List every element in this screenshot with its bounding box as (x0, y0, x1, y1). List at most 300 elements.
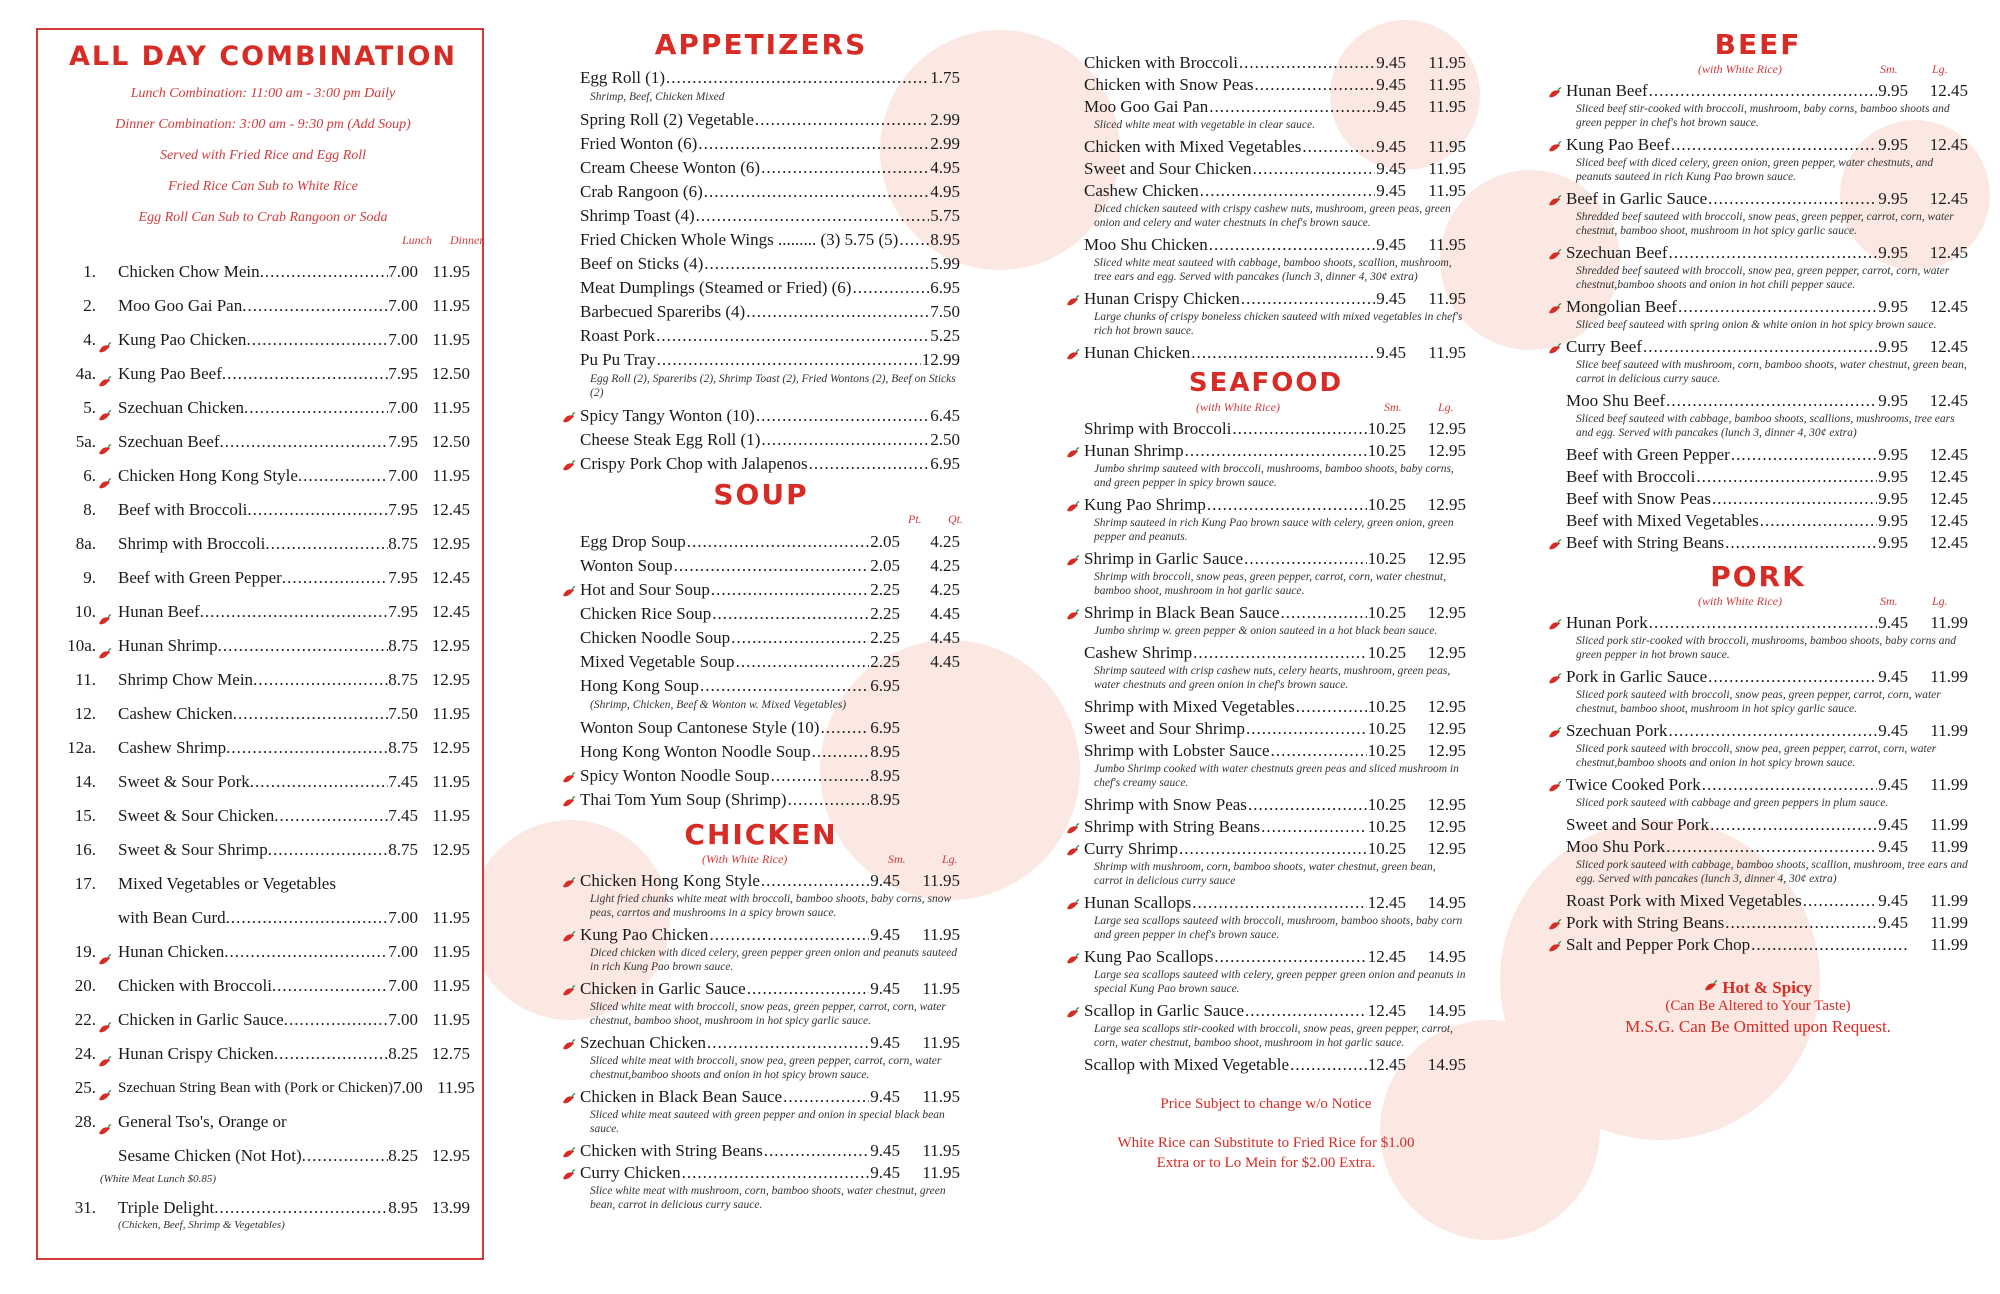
item-name: Chicken in Black Bean Sauce (580, 1087, 783, 1106)
item-price-large: 12.95 (1427, 441, 1466, 460)
combo-item (56, 1139, 470, 1173)
menu-item (1548, 134, 1968, 184)
combo-name: Sweet & Sour Shrimp (118, 840, 268, 859)
item-price-large: 12.95 (1427, 643, 1466, 662)
combo-dinner-price: 11.95 (437, 1078, 475, 1097)
combo-number: 12a. (67, 738, 96, 757)
menu-item (1066, 892, 1466, 942)
menu-item (1066, 794, 1466, 816)
item-price-large: 12.45 (1929, 81, 1968, 100)
item-description: Sliced beef sauteed with cabbage, bamboo shoots, scallions, mushrooms, tree ears and egg. Served with pancakes (lunch 3, dinner 4, 30¢ extra) (1576, 413, 1955, 439)
item-description: (Shrimp, Chicken, Beef & Wonton w. Mixed Vegetables) (590, 699, 847, 711)
item-price-large: 11.95 (922, 925, 960, 944)
combo-name: General Tso's, Orange or (118, 1112, 287, 1131)
quart-header: Qt. (948, 512, 963, 526)
menu-column-2 (562, 28, 963, 1216)
combo-number: 10a. (67, 636, 96, 655)
pepper-icon (1548, 670, 1562, 684)
item-price-large: 11.99 (1930, 913, 1968, 932)
item-name: Szechuan Beef (1566, 243, 1668, 262)
combo-number: 16. (74, 840, 96, 859)
item-price-large: 12.45 (1929, 511, 1968, 530)
combo-item (56, 1003, 470, 1037)
combo-name: Kung Pao Beef (118, 364, 222, 383)
combo-lunch-price: 7.00 (388, 262, 418, 281)
combo-item (56, 595, 470, 629)
item-name: Chicken with Snow Peas (1084, 75, 1254, 94)
pepper-icon (562, 982, 576, 996)
item-price-small: 10.25 (1367, 719, 1406, 738)
combo-lunch-price: 7.45 (388, 772, 418, 791)
menu-item (562, 66, 960, 104)
menu-item (562, 228, 960, 252)
item-name: Meat Dumplings (Steamed or Fried) (6) (580, 278, 852, 297)
item-price-small: 10.25 (1367, 697, 1406, 716)
item-price-large: 12.95 (1427, 549, 1466, 568)
combo-lunch-price: 7.00 (392, 1078, 423, 1097)
item-description: Sliced white meat sauteed with green pepper and onion in special black bean sauce. (590, 1109, 945, 1135)
item-name: Wonton Soup (580, 556, 673, 575)
item-price-small: 12.45 (1367, 1055, 1406, 1074)
item-price-small: 9.95 (1878, 391, 1908, 410)
item-description: Sliced white meat with broccoli, snow peas, green pepper, carrot, corn, water chestnut, bamboo shoot, mushroom in hot spicy garlic sauce. (590, 1001, 946, 1027)
item-description: Slice beef sauteed with mushroom, corn, bamboo shoots, water chestnut, green bean, carrot in delicious curry sauce. (1576, 359, 1967, 385)
item-price-large: 12.45 (1929, 135, 1968, 154)
item-price-small: 9.45 (870, 1163, 900, 1182)
combo-number: 22. (74, 1010, 96, 1029)
combination-note: Served with Fried Rice and Egg Roll (159, 148, 367, 163)
item-price-small: 9.45 (1878, 775, 1908, 794)
menu-item (1066, 816, 1466, 838)
menu-item (1066, 234, 1466, 284)
combo-item (56, 391, 470, 425)
item-description: Sliced pork sauteed with broccoli, snow peas, green pepper, carrot, corn, water chestnut, bamboo shoot, mushroom in hot spicy garlic sauce. (1576, 689, 1941, 715)
item-price-large: 12.45 (1929, 445, 1968, 464)
combo-item (56, 1037, 470, 1071)
item-price-large: 12.95 (1427, 697, 1466, 716)
menu-item (1066, 52, 1466, 74)
item-name: Hong Kong Wonton Noodle Soup (580, 742, 811, 761)
item-price-small: 9.45 (870, 1033, 900, 1052)
combo-name: Triple Delight (118, 1198, 215, 1217)
item-description: Shrimp with mushroom, corn, bamboo shoots, water chestnut, green bean, carrot in delicious curry sauce (1094, 861, 1436, 887)
item-price-small: 9.45 (1376, 181, 1406, 200)
soup-column-headers (562, 512, 963, 530)
combo-number: 17. (74, 874, 96, 893)
pepper-icon (98, 605, 112, 619)
menu-item (1066, 548, 1466, 598)
menu-item (1066, 74, 1466, 96)
item-name: Cashew Shrimp (1084, 643, 1193, 662)
seafood-list (1066, 418, 1466, 1076)
combo-lunch-price: 7.95 (388, 364, 418, 383)
menu-item (562, 252, 960, 276)
altered-note: (Can Be Altered to Your Taste) (1665, 998, 1851, 1014)
menu-item (562, 404, 960, 428)
menu-item (1066, 418, 1466, 440)
menu-item (562, 156, 960, 180)
item-description: Sliced white meat with broccoli, snow pea, green pepper, carrot, corn, water chestnut,bamboo shoots and onion in hot spicy brown sauce. (590, 1055, 942, 1081)
combo-name: Hunan Beef (118, 602, 200, 621)
item-price-small: 9.45 (1878, 913, 1908, 932)
item-name: Cream Cheese Wonton (6) (580, 158, 761, 177)
item-name: Shrimp with Snow Peas (1084, 795, 1247, 814)
pepper-icon (1548, 300, 1562, 314)
menu-item (1066, 96, 1466, 132)
combination-notes (56, 78, 470, 233)
combo-item (56, 1105, 470, 1139)
item-name: Kung Pao Chicken (580, 925, 709, 944)
menu-item (562, 132, 960, 156)
item-name: Hunan Beef (1566, 81, 1648, 100)
item-price-large: 11.95 (922, 1163, 960, 1182)
menu-item (1548, 814, 1968, 836)
item-price-small: 5.25 (930, 326, 960, 345)
item-price-large: 11.95 (1428, 181, 1466, 200)
item-description: Light fried chunks white meat with broccoli, bamboo shoots, baby corns, snow peas, carrtos and mushrooms in a spicy brown sauce. (590, 893, 952, 919)
combo-name: Beef with Broccoli (118, 500, 248, 519)
item-price-large: 11.95 (922, 1087, 960, 1106)
combo-name: Beef with Green Pepper (118, 568, 282, 587)
item-name: Pork with String Beans (1566, 913, 1725, 932)
hot-spicy-label: Hot & Spicy (1722, 978, 1812, 997)
combo-item (56, 867, 470, 901)
item-price-small: 9.95 (1878, 533, 1908, 552)
item-name: Barbecued Spareribs (4) (580, 302, 746, 321)
pepper-icon (1066, 444, 1080, 458)
combo-dinner-price: 11.95 (432, 942, 470, 961)
item-price-small: 2.50 (930, 430, 960, 449)
item-price-small: 9.45 (1878, 667, 1908, 686)
item-price-small: 8.95 (930, 230, 960, 249)
menu-item (1066, 740, 1466, 790)
combo-lunch-price: 8.75 (388, 534, 418, 553)
menu-item (562, 324, 960, 348)
combo-lunch-price: 7.00 (388, 1010, 418, 1029)
pepper-icon (98, 401, 112, 415)
menu-item (1066, 718, 1466, 740)
item-name: Hunan Chicken (1084, 343, 1191, 362)
item-name: Hot and Sour Soup (580, 580, 710, 599)
combo-dinner-price: 11.95 (432, 296, 470, 315)
pepper-icon (562, 456, 576, 470)
item-name: Moo Shu Pork (1566, 837, 1666, 856)
item-name: Spring Roll (2) Vegetable (580, 110, 754, 129)
menu-item (562, 428, 960, 452)
combo-dinner-price: 11.95 (432, 330, 470, 349)
pepper-icon (1066, 606, 1080, 620)
combo-item (56, 255, 470, 289)
item-price-small: 6.95 (870, 676, 900, 695)
item-name: Scallop in Garlic Sauce (1084, 1001, 1245, 1020)
item-price-large: 11.95 (1428, 97, 1466, 116)
item-price-small: 4.95 (930, 158, 960, 177)
combo-number: 12. (74, 704, 96, 723)
item-price-small: 9.95 (1878, 489, 1908, 508)
combo-lunch-price: 8.25 (388, 1044, 418, 1063)
menu-item (1548, 612, 1968, 662)
combo-item (56, 561, 470, 595)
item-price-large: 12.95 (1427, 719, 1466, 738)
item-name: Cashew Chicken (1084, 181, 1199, 200)
menu-item (1548, 296, 1968, 332)
combo-lunch-price: 7.95 (388, 568, 418, 587)
pepper-icon (98, 435, 112, 449)
menu-item (562, 650, 960, 674)
item-price-large: 12.95 (1427, 419, 1466, 438)
combo-lunch-price: 8.95 (388, 1198, 418, 1217)
combo-lunch-price: 7.95 (388, 432, 418, 451)
menu-item (1066, 136, 1466, 158)
item-name: Hunan Pork (1566, 613, 1648, 632)
item-price-large: 14.95 (1427, 1055, 1466, 1074)
item-price-large: 12.95 (1427, 495, 1466, 514)
combo-number: 4. (83, 330, 96, 349)
item-name: Shrimp in Black Bean Sauce (1084, 603, 1280, 622)
item-description: Shrimp with broccoli, snow peas, green pepper, carrot, corn, water chestnut, bamboo shoot, mushroom in hot garlic sauce. (1094, 571, 1446, 597)
lunch-header: Lunch (402, 233, 432, 247)
combo-item (56, 969, 470, 1003)
menu-column-3 (1066, 52, 1466, 1173)
item-price-small: 9.45 (870, 1141, 900, 1160)
item-price-small: 8.95 (870, 766, 900, 785)
combo-number: 8a. (75, 534, 96, 553)
pepper-icon (1066, 346, 1080, 360)
menu-item (562, 674, 960, 712)
item-description: Large sea scallops sauteed with celery, green pepper green onion and peanuts in special Kung Pao brown sauce. (1094, 969, 1466, 995)
combo-lunch-price: 8.75 (388, 840, 418, 859)
pork-sub: (with White Rice) (1698, 594, 1782, 608)
combo-lunch-price: 7.00 (388, 330, 418, 349)
pepper-icon (98, 639, 112, 653)
menu-item (1548, 188, 1968, 238)
item-name: Chicken with Mixed Vegetables (1084, 137, 1302, 156)
item-price-small: 6.95 (930, 454, 960, 473)
item-price-small: 9.45 (1376, 289, 1406, 308)
pepper-icon (98, 1115, 112, 1129)
small-header: Sm. (1384, 400, 1402, 414)
menu-item (1548, 836, 1968, 886)
menu-item (1548, 890, 1968, 912)
combo-lunch-price: 7.00 (388, 908, 418, 927)
menu-item (562, 276, 960, 300)
combo-name: Hunan Crispy Chicken (118, 1044, 274, 1063)
item-price-small: 10.25 (1367, 549, 1406, 568)
combo-item (56, 935, 470, 969)
item-price-large: 12.45 (1929, 243, 1968, 262)
item-name: Shrimp in Garlic Sauce (1084, 549, 1244, 568)
combo-name: Shrimp Chow Mein (118, 670, 254, 689)
menu-item (1548, 666, 1968, 716)
item-description: Sliced beef stir-cooked with broccoli, mushroom, baby corns, bamboo shoots and green pepper in chef's hot brown sauce. (1576, 103, 1950, 129)
combo-dinner-price: 11.95 (432, 772, 470, 791)
large-header: Lg. (1932, 62, 1948, 76)
item-name: Mongolian Beef (1566, 297, 1677, 316)
menu-item (562, 870, 960, 920)
item-price-large: 11.99 (1930, 935, 1968, 954)
combo-lunch-price: 8.75 (388, 670, 418, 689)
combo-dinner-price: 12.95 (431, 1146, 470, 1165)
item-name: Chicken in Garlic Sauce (580, 979, 746, 998)
item-name: Thai Tom Yum Soup (Shrimp) (580, 790, 787, 809)
combo-name: Chicken Hong Kong Style (118, 466, 298, 485)
menu-item (562, 978, 960, 1028)
item-price-small: 9.45 (1376, 137, 1406, 156)
item-price-small: 10.25 (1367, 495, 1406, 514)
combo-lunch-price: 7.00 (388, 398, 418, 417)
pepper-icon (98, 367, 112, 381)
item-price-large: 11.99 (1930, 837, 1968, 856)
combo-dinner-price: 12.75 (431, 1044, 470, 1063)
item-price-large: 4.45 (930, 628, 960, 647)
item-price-small: 12.45 (1367, 947, 1406, 966)
item-price-large: 11.95 (1428, 137, 1466, 156)
menu-item (1548, 774, 1968, 810)
combo-number: 19. (74, 942, 96, 961)
item-name: Beef in Garlic Sauce (1566, 189, 1708, 208)
menu-item (1066, 158, 1466, 180)
combo-item (56, 901, 470, 935)
menu-item (562, 1086, 960, 1136)
item-price-small: 9.45 (1376, 235, 1406, 254)
combo-item (56, 663, 470, 697)
item-price-small: 6.45 (930, 406, 960, 425)
menu-item (1066, 838, 1466, 888)
combo-number: 9. (83, 568, 96, 587)
pepper-icon (562, 928, 576, 942)
item-price-small: 2.05 (870, 532, 900, 551)
combo-name: Hunan Chicken (118, 942, 225, 961)
menu-item (1066, 494, 1466, 544)
pepper-icon (562, 1090, 576, 1104)
menu-item (562, 578, 960, 602)
item-price-small: 9.45 (1878, 815, 1908, 834)
combo-dinner-price: 11.95 (432, 1010, 470, 1029)
menu-item (1548, 510, 1968, 532)
menu-item (1548, 912, 1968, 934)
item-price-large: 12.95 (1427, 795, 1466, 814)
item-name: Chicken with String Beans (580, 1141, 763, 1160)
item-price-small: 6.95 (870, 718, 900, 737)
combo-dinner-price: 12.45 (431, 568, 470, 587)
item-price-small: 1.75 (930, 68, 960, 87)
combo-number: 8. (83, 500, 96, 519)
item-name: Moo Goo Gai Pan (1084, 97, 1209, 116)
item-price-large: 14.95 (1427, 1001, 1466, 1020)
item-description: Large sea scallops stir-cooked with broccoli, snow peas, green pepper, carrot, corn, water chestnut, bamboo shoot, mushroom in hot garlic sauce. (1094, 1023, 1453, 1049)
item-price-large: 11.95 (922, 979, 960, 998)
menu-item (562, 554, 960, 578)
appetizers-title: APPETIZERS (654, 28, 868, 61)
item-price-small: 9.95 (1878, 445, 1908, 464)
item-name: Roast Pork (580, 326, 656, 345)
item-name: Scallop with Mixed Vegetable (1084, 1055, 1290, 1074)
menu-item (1548, 532, 1968, 554)
combo-item (56, 493, 470, 527)
menu-item (1548, 444, 1968, 466)
combo-lunch-price: 8.75 (388, 636, 418, 655)
pepper-icon (1066, 820, 1080, 834)
menu-item (562, 626, 960, 650)
item-name: Egg Roll (1) (580, 68, 665, 87)
item-price-large: 12.45 (1929, 337, 1968, 356)
item-price-small: 9.95 (1878, 243, 1908, 262)
item-name: Cheese Steak Egg Roll (1) (580, 430, 761, 449)
combo-item (56, 629, 470, 663)
item-name: Hunan Shrimp (1084, 441, 1184, 460)
combination-note: Fried Rice Can Sub to White Rice (168, 179, 358, 194)
pepper-icon (1548, 340, 1562, 354)
item-description: Sliced beef with diced celery, green onion, green pepper, water chestnuts, and peanuts sauteed in rich Kung Pao brown sauce. (1576, 157, 1934, 183)
item-name: Hong Kong Soup (580, 676, 700, 695)
rice-substitute-note: White Rice can Substitute to Fried Rice for $1.00 Extra or to Lo Mein for $2.00 Extra. (1117, 1135, 1415, 1171)
appetizers-list (562, 66, 960, 476)
menu-item (1548, 80, 1968, 130)
menu-item (1066, 946, 1466, 996)
combo-dinner-price: 11.95 (432, 976, 470, 995)
item-price-small: 5.99 (930, 254, 960, 273)
pepper-icon (562, 408, 576, 422)
menu-item (562, 108, 960, 132)
pepper-icon (1066, 292, 1080, 306)
item-price-small: 12.45 (1367, 893, 1406, 912)
item-name: Mixed Vegetable Soup (580, 652, 735, 671)
menu-item (1066, 342, 1466, 364)
small-header: Sm. (1880, 594, 1898, 608)
combo-item (56, 765, 470, 799)
combo-lunch-price: 8.25 (388, 1146, 418, 1165)
menu-item (1066, 642, 1466, 692)
item-name: Crab Rangoon (6) (580, 182, 703, 201)
chicken-sub: (With White Rice) (702, 852, 788, 866)
combo-number: 14. (74, 772, 96, 791)
item-price-small: 10.25 (1367, 419, 1406, 438)
item-name: Spicy Tangy Wonton (10) (580, 406, 755, 425)
item-price-large: 12.45 (1929, 391, 1968, 410)
item-price-large: 11.99 (1930, 613, 1968, 632)
item-name: Szechuan Pork (1566, 721, 1668, 740)
item-price-small: 9.95 (1878, 337, 1908, 356)
item-price-small: 2.05 (870, 556, 900, 575)
combo-name: Cashew Shrimp (118, 738, 227, 757)
pepper-icon (1548, 616, 1562, 630)
item-name: Chicken Hong Kong Style (580, 871, 760, 890)
combo-dinner-price: 12.45 (431, 500, 470, 519)
item-description: Sliced pork sauteed with broccoli, snow pea, green pepper, carrot, corn, water chestnut,bamboo shoots and onion in hot spicy brown sauce. (1576, 743, 1937, 769)
combo-number: 31. (74, 1198, 96, 1217)
item-name: Shrimp with Broccoli (1084, 419, 1232, 438)
item-price-small: 9.95 (1878, 135, 1908, 154)
combo-name: Shrimp with Broccoli (118, 534, 266, 553)
menu-item (562, 1162, 960, 1212)
item-name: Sweet and Sour Pork (1566, 815, 1710, 834)
combination-column-headers (56, 233, 484, 255)
item-price-large: 4.45 (930, 604, 960, 623)
pepper-icon (98, 1013, 112, 1027)
combo-dinner-price: 11.95 (432, 704, 470, 723)
combo-lunch-price: 7.00 (388, 942, 418, 961)
combo-item (56, 799, 470, 833)
combo-lunch-price: 7.95 (388, 602, 418, 621)
menu-item (562, 204, 960, 228)
menu-item (1066, 1000, 1466, 1050)
item-name: Beef on Sticks (4) (580, 254, 704, 273)
combo-name: Chicken with Broccoli (118, 976, 272, 995)
item-price-small: 9.45 (1376, 75, 1406, 94)
item-description: Sliced beef sauteed with spring onion & white onion in hot spicy brown sauce. (1576, 319, 1937, 331)
combo-dinner-price: 12.95 (431, 636, 470, 655)
item-name: Beef with Snow Peas (1566, 489, 1711, 508)
